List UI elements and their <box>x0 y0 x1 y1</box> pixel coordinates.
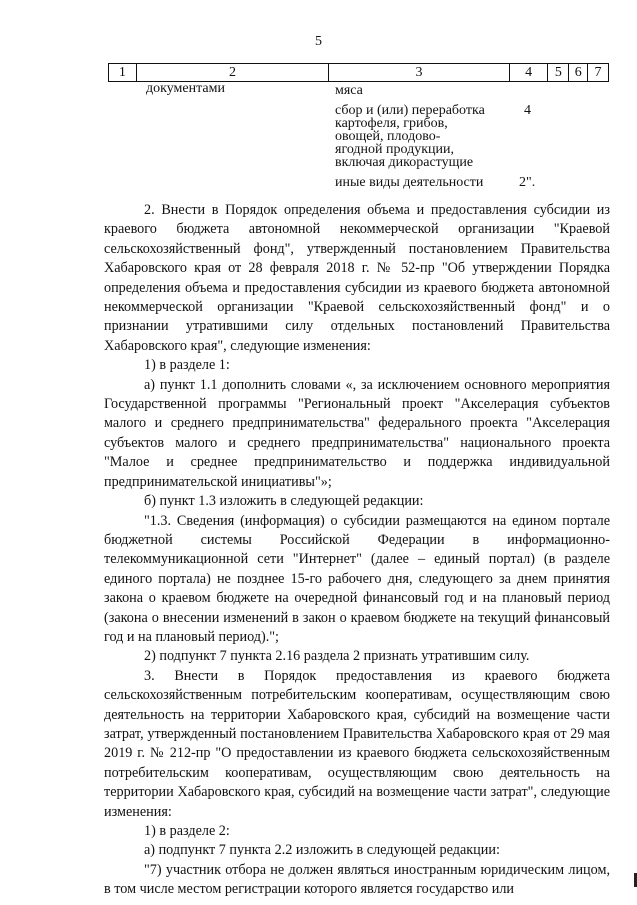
paragraph-subitem-a: а) пункт 1.1 дополнить словами «, за исключением основного мероприятия Государственной программы "Региональный проект "Акселерация субъектов малого и среднего предпринимательства" федерального проекта "Акселерация субъектов малого и среднего предпринимательства" национального проекта "Малое и среднее предпринимательство и поддержка индивидуальной предпринимательской инициативы"»; <box>104 376 610 490</box>
col-7-header: 7 <box>588 64 609 82</box>
table-cell-documents: документами <box>146 81 225 96</box>
table-cell-meat: мяса <box>335 83 363 98</box>
paragraph-section-2-intro: 1) в разделе 2: <box>144 823 230 839</box>
col-3-header: 3 <box>329 64 510 82</box>
page-number: 5 <box>315 34 322 49</box>
col-1-header: 1 <box>109 64 137 82</box>
table-cell-other: иные виды деятельности <box>335 175 484 190</box>
table-cell-value-2: 2". <box>519 175 536 190</box>
document-body <box>104 201 610 900</box>
paragraph-subitem-a-2: а) подпункт 7 пункта 2.2 изложить в следующей редакции: <box>144 842 500 859</box>
paragraph-quote-7: "7) участник отбора не должен являться иностранным юридическим лицом, в том числе местом регистрации которого является государство или <box>104 861 610 898</box>
col-5-header: 5 <box>548 64 569 82</box>
paragraph-section-1: 1) в разделе 1: <box>144 357 230 374</box>
paragraph-section-2: 2) подпункт 7 пункта 2.16 раздела 2 признать утратившим силу. <box>144 648 530 665</box>
paragraph-item-3: 3. Внести в Порядок предоставления из краевого бюджета сельскохозяйственным потребительским кооперативам, осуществляющим свою деятельность на территории Хабаровского края, субсидий на возмещение части затрат, утвержденный постановлением Правительства Хабаровского края от 29 мая 2019 г. № 212-пр "О предоставлении из краевого бюджета сельскохозяйственным потребительским кооперативам, осуществляющим свою деятельность на территории Хабаровского края, субсидий на возмещение части затрат", следующие изменения: <box>104 667 610 820</box>
col-2-header: 2 <box>136 64 329 82</box>
paragraph-quote-1-3: "1.3. Сведения (информация) о субсидии размещаются на едином портале бюджетной системы Российской Федерации в информационно-телекоммуникационной сети "Интернет" (далее – единый портал) (в разделе единого портала) не позднее 15-го рабочего дня, следующего за днем принятия закона о краевом бюджете на очередной финансовый год и на плановый период (закона о внесении изменений в закон о краевом бюджете на текущий финансовый год и на плановый период)."; <box>104 512 610 645</box>
table-cell-collection: сбор и (или) переработка картофеля, грибов, овощей, плодово- ягодной продукции, включая дикорастущие <box>335 103 485 170</box>
paragraph-item-2: 2. Внести в Порядок определения объема и предоставления субсидии из краевого бюджета автономной некоммерческой организации "Краевой сельскохозяйственный фонд", утвержденный постановлением Правительства Хабаровского края от 28 февраля 2018 г. № 52-пр "Об утверждении Порядка определения объема и предоставления субсидии из краевого бюджета автономной некоммерческой организации "Краевой сельскохозяйственный фонд" и о признании утратившими силу отдельных постановлений Правительства Хабаровского края", следующие изменения: <box>104 202 610 354</box>
col-4-header: 4 <box>509 64 548 82</box>
table-header-row <box>108 63 609 82</box>
table-cell-value-4: 4 <box>524 103 531 118</box>
paragraph-subitem-b: б) пункт 1.3 изложить в следующей редакции: <box>144 493 424 510</box>
col-6-header: 6 <box>569 64 588 82</box>
